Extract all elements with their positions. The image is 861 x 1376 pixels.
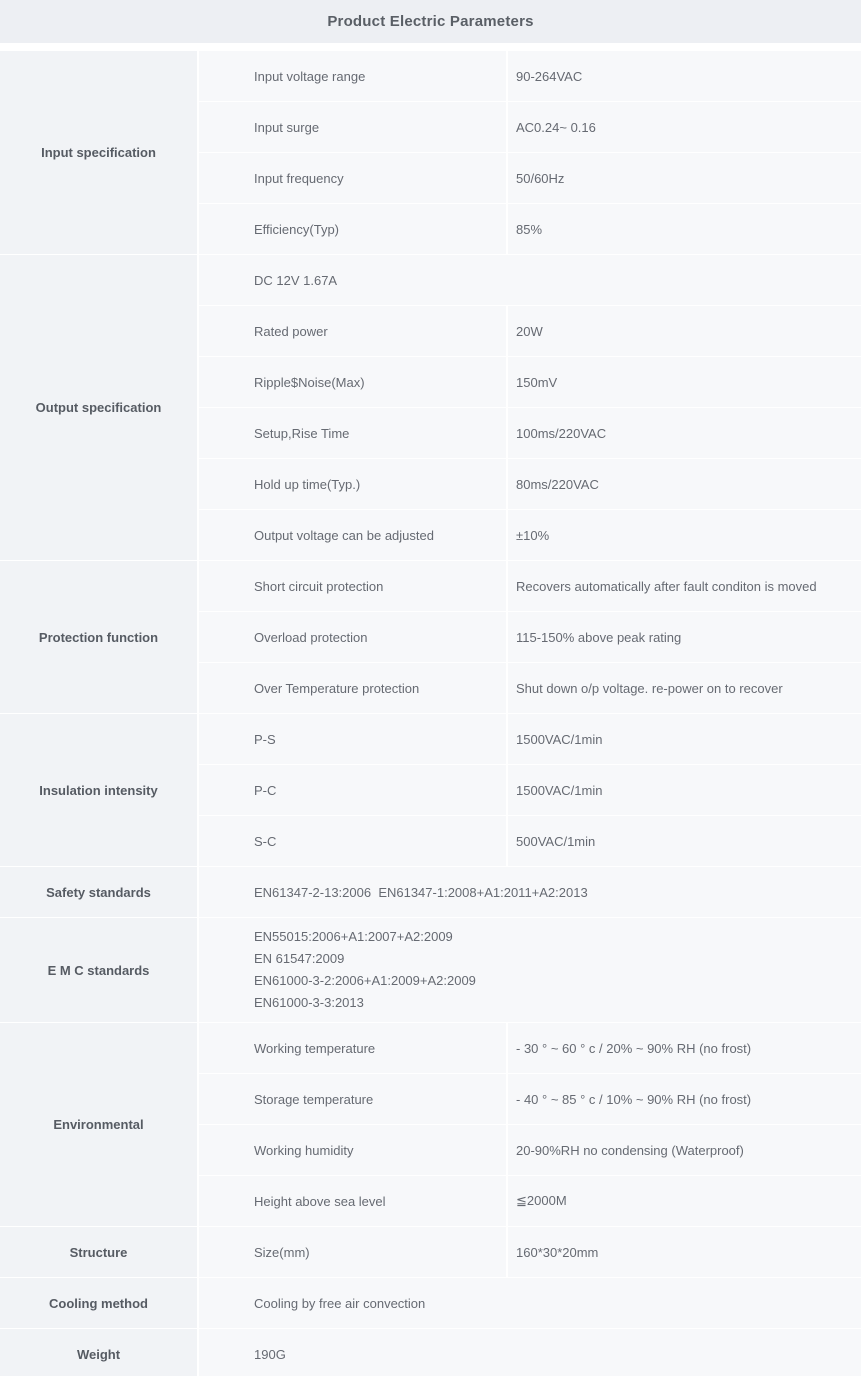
spec-row [199,1074,861,1124]
spec-row [199,255,861,305]
param-cell [199,765,506,815]
spec-row [199,1125,861,1175]
category-label: Input specification [41,145,156,160]
param-text: Short circuit protection [254,578,384,594]
param-text: S-C [254,833,277,849]
section-rows [199,1329,861,1376]
category-label: Cooling method [49,1295,148,1311]
value-text: 90-264VAC [516,68,583,84]
section-rows [199,918,861,1022]
standard-line: EN 61547:2009 [254,951,345,966]
param-text: Overload protection [254,629,368,645]
value-cell [508,663,861,713]
value-text: 100ms/220VAC [516,425,607,441]
spec-row [199,1227,861,1277]
param-cell [199,663,506,713]
section-input-specification [0,51,861,254]
section-rows [199,1278,861,1328]
param-text: Setup,Rise Time [254,425,350,441]
value-cell [508,816,861,866]
value-cell [508,1227,861,1277]
value-text: 20-90%RH no condensing (Waterproof) [516,1142,744,1158]
value-cell [508,765,861,815]
param-text: Efficiency(Typ) [254,221,340,237]
value-text: 20W [516,323,543,339]
value-text: AC0.24~ 0.16 [516,119,596,135]
spec-row [199,714,861,764]
section-output-specification [0,255,861,560]
value-cell [508,408,861,458]
spec-row [199,1023,861,1073]
value-text: Recovers automatically after fault conditon is moved [516,578,817,594]
param-cell [199,1125,506,1175]
param-cell [199,510,506,560]
category-cell [0,1278,197,1328]
category-label: Weight [76,1346,121,1362]
category-cell [0,714,197,866]
value-cell [508,1125,861,1175]
value-text: 150mV [516,374,558,390]
param-cell [199,459,506,509]
value-cell [508,204,861,254]
spec-row [199,1278,861,1328]
param-text: Rated power [254,323,328,339]
category-label: Safety standards [46,884,151,900]
spec-row [199,1329,861,1376]
section-rows [199,1023,861,1226]
spec-row [199,1176,861,1226]
param-cell [199,204,506,254]
spec-row [199,510,861,560]
category-cell [0,1227,197,1277]
value-text: 1500VAC/1min [516,731,603,747]
param-cell [199,51,506,101]
category-label: Environmental [53,1117,144,1132]
spec-row [199,357,861,407]
param-text: Input surge [254,119,320,135]
section-rows [199,561,861,713]
param-cell [199,1074,506,1124]
value-cell [508,51,861,101]
spec-span-text: DC 12V 1.67A [254,272,338,288]
spec-row [199,459,861,509]
param-text: P-S [254,731,276,747]
page-header [0,0,861,43]
spec-span-cell [199,1329,861,1376]
spec-row [199,102,861,152]
standard-line: EN61000-3-3:2013 [254,995,364,1010]
category-label: Insulation intensity [39,782,158,798]
section-safety-standards [0,867,861,917]
spec-row [199,408,861,458]
param-cell [199,306,506,356]
param-cell [199,1227,506,1277]
section-rows [199,255,861,560]
category-label: Output specification [35,400,162,415]
param-cell [199,357,506,407]
value-cell [508,1176,861,1226]
value-text: 50/60Hz [516,170,565,186]
section-structure [0,1227,861,1277]
spec-span-cell [199,867,861,917]
param-cell [199,1176,506,1226]
spec-row [199,51,861,101]
param-text: Input frequency [254,170,344,186]
section-weight [0,1329,861,1376]
category-label: E M C standards [47,962,150,978]
param-cell [199,102,506,152]
spec-span-text: 190G [254,1346,286,1362]
param-cell [199,408,506,458]
category-cell [0,51,197,254]
spec-span-text: Cooling by free air convection [254,1295,426,1311]
spec-row [199,663,861,713]
category-cell [0,1329,197,1376]
value-cell [508,102,861,152]
section-rows [199,867,861,917]
value-cell [508,1023,861,1073]
value-text: 160*30*20mm [516,1244,599,1260]
param-text: Storage temperature [254,1091,374,1107]
standard-line: EN55015:2006+A1:2007+A2:2009 [254,929,453,944]
standards-list-cell [199,918,861,1022]
spec-row [199,204,861,254]
category-cell [0,255,197,560]
param-text: Size(mm) [254,1244,310,1260]
param-text: Input voltage range [254,68,366,84]
spec-span-text: EN61347-2-13:2006 EN61347-1:2008+A1:2011+A2:2013 [254,884,588,900]
param-text: Height above sea level [254,1193,386,1209]
page-title: Product Electric Parameters [327,13,534,30]
param-cell [199,561,506,611]
value-cell [508,510,861,560]
value-cell [508,1074,861,1124]
param-text: Working temperature [254,1040,376,1056]
value-cell [508,153,861,203]
section-environmental [0,1023,861,1226]
category-cell [0,561,197,713]
value-text: 115-150% above peak rating [516,629,682,645]
category-cell [0,1023,197,1226]
value-cell [508,561,861,611]
spec-row [199,612,861,662]
value-cell [508,714,861,764]
spec-row [199,765,861,815]
value-text: - 40 ° ~ 85 ° c / 10% ~ 90% RH (no frost) [516,1091,752,1107]
category-cell [0,867,197,917]
spec-row [199,867,861,917]
param-cell [199,1023,506,1073]
spec-row [199,816,861,866]
category-label: Structure [69,1244,128,1260]
param-text: Working humidity [254,1142,354,1158]
param-text: P-C [254,782,277,798]
param-text: Hold up time(Typ.) [254,476,361,492]
spec-row [199,918,861,1022]
section-rows [199,51,861,254]
param-cell [199,714,506,764]
standard-line: EN61000-3-2:2006+A1:2009+A2:2009 [254,973,476,988]
value-text: 1500VAC/1min [516,782,603,798]
value-text: - 30 ° ~ 60 ° c / 20% ~ 90% RH (no frost) [516,1040,752,1056]
spec-row [199,153,861,203]
section-cooling-method [0,1278,861,1328]
param-cell [199,153,506,203]
param-cell [199,612,506,662]
section-rows [199,714,861,866]
value-text: 80ms/220VAC [516,476,599,492]
spec-row [199,561,861,611]
value-cell [508,357,861,407]
section-protection-function [0,561,861,713]
value-cell [508,306,861,356]
value-text: 85% [516,221,543,237]
section-insulation-intensity [0,714,861,866]
value-text: ≦2000M [516,1193,567,1208]
value-text: Shut down o/p voltage. re-power on to recover [516,680,783,696]
param-text: Output voltage can be adjusted [254,527,434,543]
param-cell [199,816,506,866]
value-cell [508,459,861,509]
section-e-m-c-standards [0,918,861,1022]
spec-span-cell [199,1278,861,1328]
param-text: Over Temperature protection [254,680,420,696]
section-rows [199,1227,861,1277]
spec-table [0,51,861,1376]
spec-row [199,306,861,356]
category-label: Protection function [38,629,159,645]
value-text: 500VAC/1min [516,833,596,849]
category-cell [0,918,197,1022]
param-text: Ripple$Noise(Max) [254,374,365,390]
spec-span-cell [199,255,861,305]
value-cell [508,612,861,662]
value-text: ±10% [516,527,550,543]
